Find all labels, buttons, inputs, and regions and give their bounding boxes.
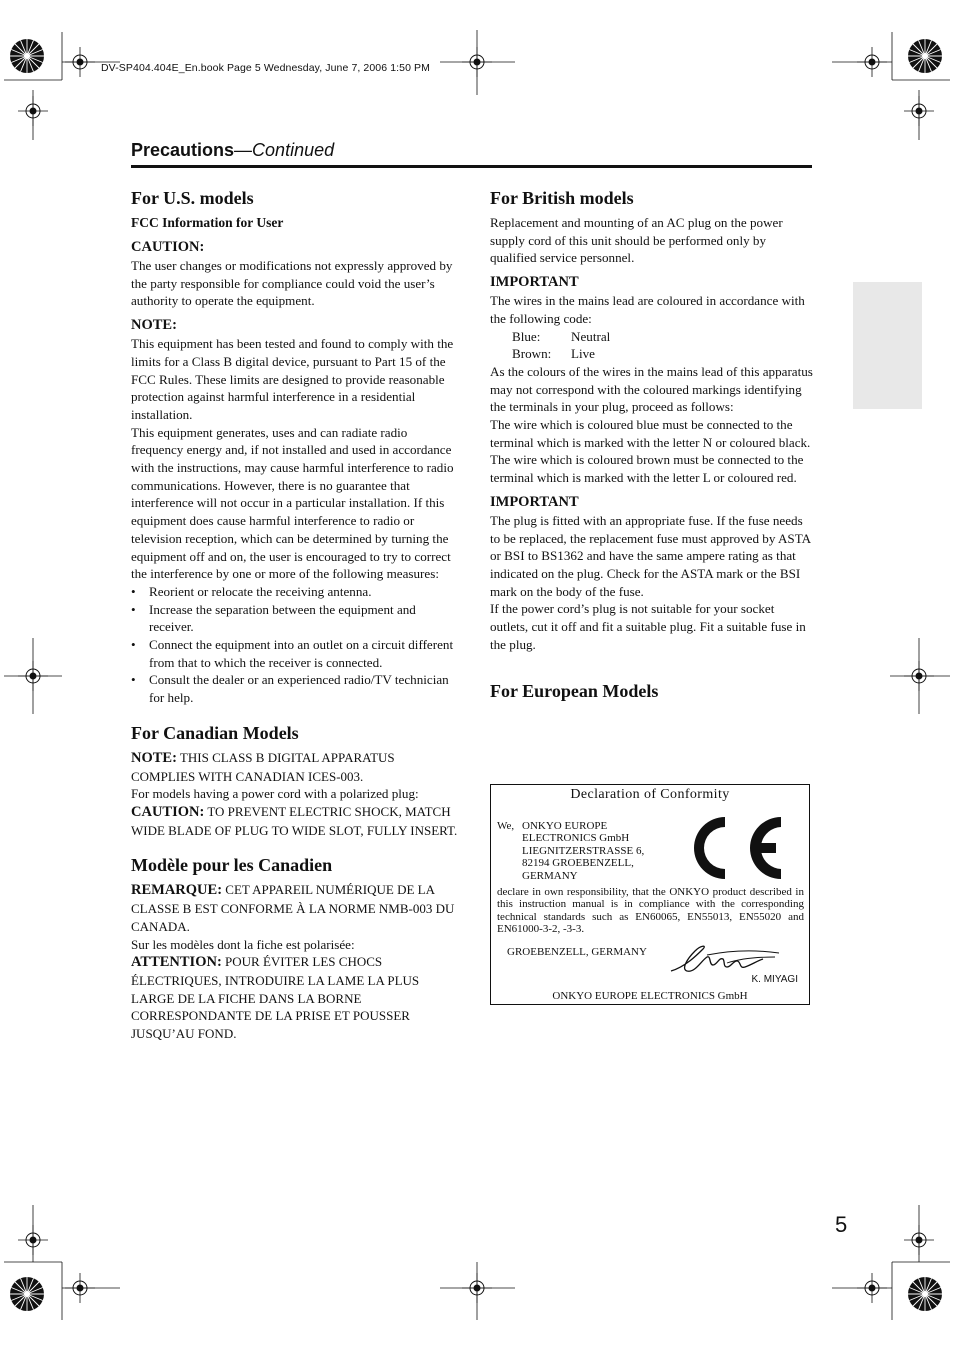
declaration-we: We, [497,820,515,832]
declaration-signer: K. MIYAGI [751,974,798,985]
british-important-1: IMPORTANT [490,274,579,291]
list-item: • Connect the equipment into an outlet on a circuit different from that to which the receiver is connected. [131,636,459,671]
declaration-address [522,820,682,882]
canada-caution-text: TO PREVENT ELECTRIC SHOCK, MATCH WIDE BLADE OF PLUG TO WIDE SLOT, FULLY INSERT. [131,803,458,838]
page-title [131,140,334,161]
list-item: • Increase the separation between the equipment and receiver. [131,601,459,636]
us-caution-heading: CAUTION: [131,239,205,255]
canada-note-lead: NOTE: [131,749,177,766]
british-blue-paragraph: The wire which is coloured blue must be connected to the terminal which is marked with the letter N or coloured black. [490,417,811,450]
us-heading: For U.S. models [131,188,254,208]
canada-fr-polarisee: Sur les modèles dont la fiche est polarisée: [131,936,355,952]
canada-caution-lead: CAUTION: [131,803,205,820]
attention-lead: ATTENTION: [131,954,222,971]
british-fuse-paragraph: The plug is fitted with an appropriate fuse. If the fuse needs to be replaced, the replacement fuse must approved by ASTA or BSI to BS1362 and have the same ampere rating as that indicated on the plug. Check for the ASTA mark or the BSI mark on the body of the fuse. [490,512,811,599]
british-code-intro: The wires in the mains lead are coloured in accordance with the following code: [490,293,805,326]
canada-note [131,749,459,785]
ce-mark-icon [681,809,785,887]
remarque-lead: REMARQUE: [131,882,223,899]
remarque-text: CET APPAREIL NUMÉRIQUE DE LA CLASSE B EST CONFORME À LA NORME NMB-003 DU CANADA. [131,882,455,934]
page-title-continued: —Continued [234,140,335,160]
address-line: ELECTRONICS GmbH [522,832,630,845]
declaration-place: GROEBENZELL, GERMANY [507,946,647,958]
address-line: ONKYO EUROPE [522,820,608,832]
canada-caution [131,803,459,839]
declaration-title: Declaration of Conformity [570,787,730,802]
page-number: 5 [835,1212,848,1237]
british-colours-paragraph: As the colours of the wires in the mains lead of this apparatus may not correspond with the coloured markings identifying the terminals in your plug, proceed as follows: [490,363,813,415]
print-slug: DV-SP404.404E_En.book Page 5 Wednesday, June 7, 2006 1:50 PM [101,62,431,74]
canada-fr-heading: Modèle pour les Canadien [131,855,333,876]
us-note-heading: NOTE: [131,317,177,334]
signature-icon [667,941,785,977]
canada-note-text: THIS CLASS B DIGITAL APPARATUS COMPLIES WITH CANADIAN ICES-003. [131,749,395,784]
list-item: • Consult the dealer or an experienced radio/TV technician for help. [131,671,459,706]
wire-meaning: Neutral [571,328,611,344]
declaration-text: declare in own responsibility, that the ONKYO product described in this instruction manual is in compliance with the corresponding technical standards such as EN60065, EN55013, EN55020 and EN61000-3-2, -3-3. [497,886,804,936]
right-column [490,186,814,707]
address-line: LIEGNITZERSTRASSE 6, [522,844,645,857]
canada-polarized: For models having a power cord with a polarized plug: [131,786,419,802]
fcc-heading: FCC Information for User [131,215,284,230]
british-intro: Replacement and mounting of an AC plug on the power supply cord of this unit should be performed only by qualified service personnel. [490,215,783,266]
left-column [131,186,459,1043]
declaration-company: ONKYO EUROPE ELECTRONICS GmbH [552,990,748,1002]
canada-heading: For Canadian Models [131,722,299,743]
header-rule [131,165,812,168]
page-title-main: Precautions [131,140,235,160]
wire-colour: Brown: [512,346,552,362]
interference-measures [131,583,459,707]
us-note-paragraph-2: This equipment generates, uses and can radiate radio frequency energy and, if not installed and used in accordance with the instructions, may cause harmful interference to radio communications. However, there is no guarantee that interference will not occur in a particular installation. If this equipment does cause harmful interference to radio or television reception, which can be determined by turning the equipment off and on, the user is encouraged to try to correct the interference by one or more of the following measures: [131,424,454,582]
british-important-2: IMPORTANT [490,493,579,510]
british-brown-paragraph: The wire which is coloured brown must be connected to the terminal which is marked with the letter L or coloured red. [490,452,804,486]
declaration-of-conformity [490,784,810,1005]
wire-meaning: Live [571,346,595,362]
wire-code-row [490,328,814,346]
british-socket-paragraph: If the power cord’s plug is not suitable for your socket outlets, cut it off and fit a suitable plug. Fit a suitable fuse in the plug. [490,601,806,652]
us-note-paragraph-1: This equipment has been tested and found to comply with the limits for a Class B digital device, pursuant to Part 15 of the FCC Rules. These limits are designed to provide reasonable protection against harmful interference in a residential installation. [131,336,454,422]
address-line: 82194 GROEBENZELL, [522,857,634,870]
british-heading: For British models [490,188,634,208]
attention-text: POUR ÉVITER LES CHOCS ÉLECTRIQUES, INTRODUIRE LA LAME LA PLUS LARGE DE LA FICHE DANS LA BORNE CORRESPONDANTE DE LA PRISE ET POUSSER JUSQU’AU FOND. [131,954,420,1042]
canada-fr-remarque [131,881,459,935]
european-heading: For European Models [490,681,659,702]
wire-colour: Blue: [512,328,541,344]
us-caution-text: The user changes or modifications not expressly approved by the party responsible for compliance could void the user’s authority to operate the equipment. [131,258,453,309]
list-item: • Reorient or relocate the receiving antenna. [131,583,459,601]
address-line: GERMANY [522,869,578,882]
side-tab [853,282,922,409]
canada-fr-attention [131,953,459,1043]
wire-code-row [490,345,814,363]
